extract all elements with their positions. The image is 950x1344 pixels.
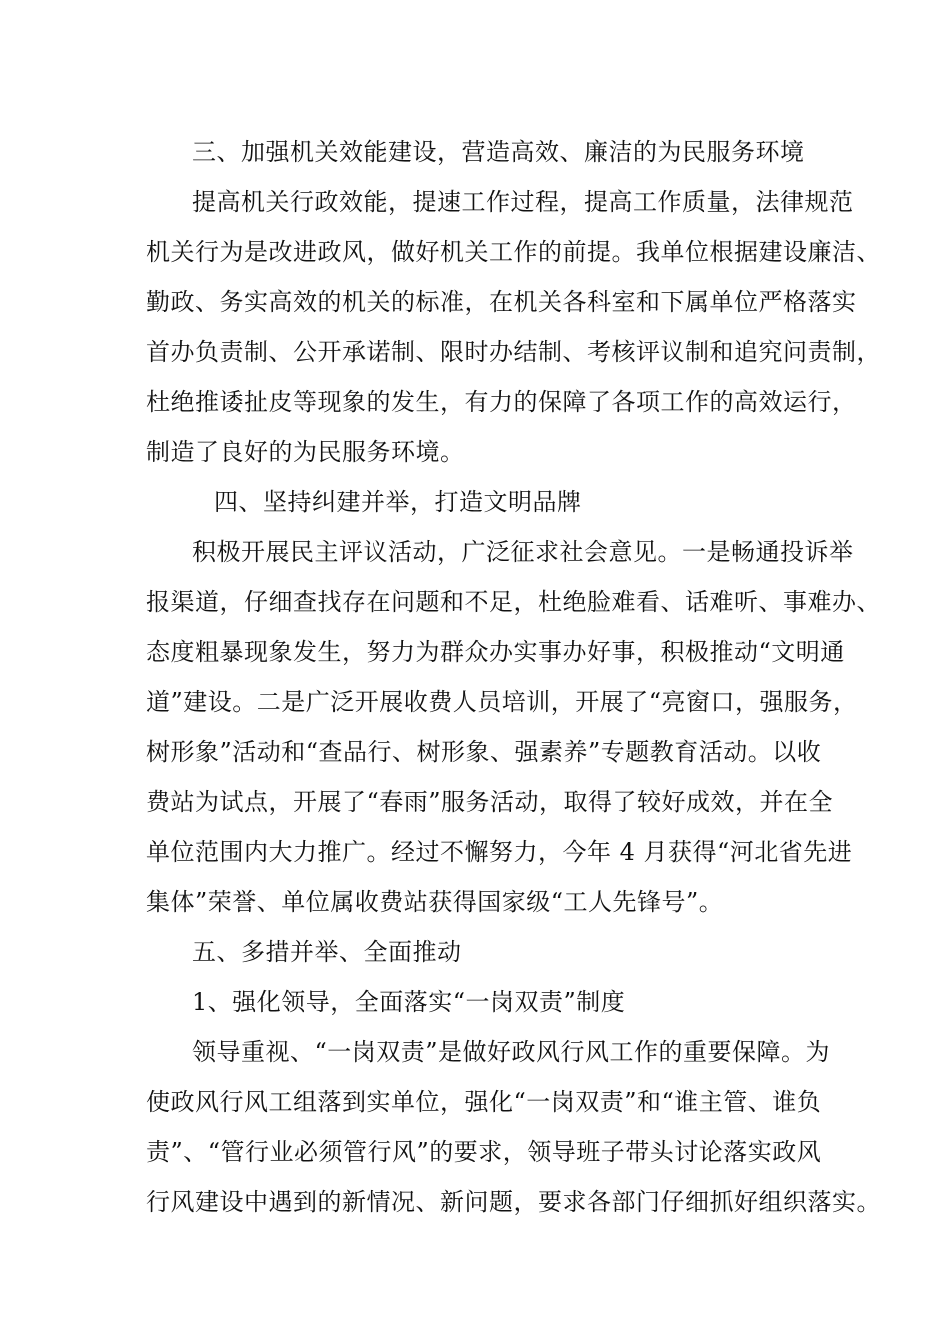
paragraph-line: 领导重视、“一岗双责”是做好政风行风工作的重要保障。为	[192, 1038, 831, 1066]
paragraph-line: 制造了良好的为民服务环境。	[146, 438, 465, 466]
section-heading-4: 四、坚持纠建并举，打造文明品牌	[214, 488, 582, 516]
paragraph-line: 费站为试点，开展了“春雨”服务活动，取得了较好成效，并在全	[146, 788, 834, 816]
paragraph-line: 勤政、务实高效的机关的标准，在机关各科室和下属单位严格落实	[146, 288, 857, 316]
paragraph-line: 杜绝推诿扯皮等现象的发生，有力的保障了各项工作的高效运行，	[146, 388, 857, 416]
paragraph-line: 行风建设中遇到的新情况、新问题，要求各部门仔细抓好组织落实。	[146, 1188, 881, 1216]
paragraph-line: 使政风行风工组落到实单位，强化“一岗双责”和“谁主管、谁负	[146, 1088, 822, 1116]
paragraph-line: 单位范围内大力推广。经过不懈努力，今年 4 月获得“河北省先进	[146, 838, 853, 866]
paragraph-line: 机关行为是改进政风，做好机关工作的前提。我单位根据建设廉洁、	[146, 238, 881, 266]
paragraph-line: 道”建设。二是广泛开展收费人员培训，开展了“亮窗口，强服务，	[146, 688, 858, 716]
section-heading-3: 三、加强机关效能建设，营造高效、廉洁的为民服务环境	[192, 138, 805, 166]
section-heading-5: 五、多措并举、全面推动	[192, 938, 462, 966]
paragraph-line: 集体”荣誉、单位属收费站获得国家级“工人先锋号”。	[146, 888, 724, 916]
paragraph-line: 树形象”活动和“查品行、树形象、强素养”专题教育活动。以收	[146, 738, 822, 766]
paragraph-line: 提高机关行政效能，提速工作过程，提高工作质量，法律规范	[192, 188, 854, 216]
paragraph-line: 积极开展民主评议活动，广泛征求社会意见。一是畅通投诉举	[192, 538, 854, 566]
paragraph-line: 责”、“管行业必须管行风”的要求，领导班子带头讨论落实政风	[146, 1138, 822, 1166]
paragraph-line: 首办负责制、公开承诺制、限时办结制、考核评议制和追究问责制，	[146, 338, 881, 366]
paragraph-line: 报渠道，仔细查找存在问题和不足，杜绝脸难看、话难听、事难办、	[146, 588, 881, 616]
paragraph-line: 态度粗暴现象发生，努力为群众办实事办好事，积极推动“文明通	[146, 638, 845, 666]
subsection-heading-1: 1、强化领导，全面落实“一岗双责”制度	[192, 988, 626, 1016]
